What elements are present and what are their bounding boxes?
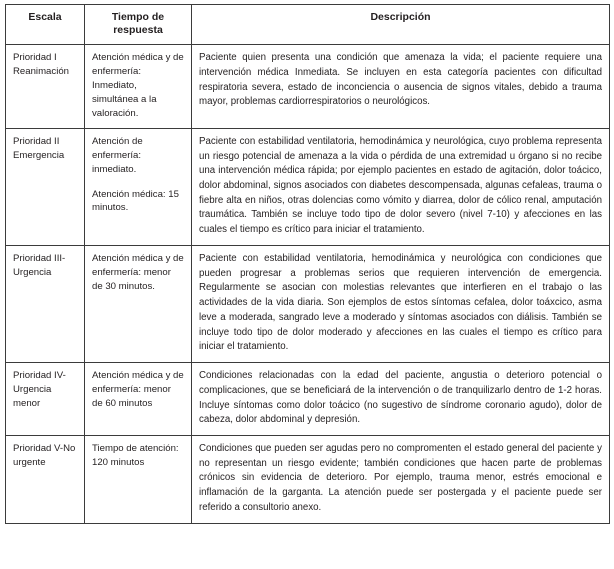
response-time-line: Atención de enfermería: inmediato. [92, 135, 143, 175]
response-time-line: Atención médica: 15 minutos. [92, 188, 179, 214]
column-header-response-time: Tiempo de respuesta [85, 5, 192, 45]
column-header-scale: Escala [6, 5, 85, 45]
response-time-line: Tiempo de atención: 120 minutos [92, 443, 179, 468]
cell-response-time [85, 128, 192, 245]
table-row [6, 436, 610, 524]
cell-scale: Prioridad III- Urgencia [6, 245, 85, 362]
table-body [6, 45, 610, 523]
cell-response-time [85, 363, 192, 436]
column-header-description: Descripción [192, 5, 610, 45]
cell-description: Condiciones que pueden ser agudas pero no compromenten el estado general del paciente y no representan un riesgo evidente; también condiciones que hacen parte de problemas crónicos sin evidencia de deterioro. Por ejemplo, trauma menor, estrés emocional e inflamación de la garganta. La atención puede ser postergada y el paciente puede ser referido a consultorio anexo. [192, 436, 610, 524]
cell-scale: Prioridad V-No urgente [6, 436, 85, 524]
triage-priority-table [5, 4, 610, 524]
response-time-line: Atención médica y de enfermería: menor de 60 minutos [92, 370, 184, 409]
table-header [6, 5, 610, 45]
table-row [6, 363, 610, 436]
cell-scale: Prioridad II Emergencia [6, 128, 85, 245]
table-row [6, 45, 610, 129]
table-row [6, 128, 610, 245]
cell-response-time [85, 245, 192, 362]
cell-description: Condiciones relacionadas con la edad del paciente, angustia o deterioro potencial o complicaciones, que se beneficiará de la intervención o de tranquilizarlo dentro de 1-2 horas. Incluye síntomas como dolor toácico (no sugestivo de síndrome coronario agudo), dolor de cabeza, dolor abdominal y depresión. [192, 363, 610, 436]
cell-scale: Prioridad IV-Urgencia menor [6, 363, 85, 436]
cell-scale: Prioridad I Reanimación [6, 45, 85, 129]
table-header-row [6, 5, 610, 45]
cell-description: Paciente quien presenta una condición que amenaza la vida; el paciente requiere una intervención médica Inmediata. Se incluyen en esta categoría pacientes con dificultad respiratoria severa, estado de inconciencia o ausencia de signos vitales, debido a trauma mayor, problemas cardiorrespiratorios o neurológicos. [192, 45, 610, 129]
response-time-line: Atención médica y de enfermería: Inmediato, simultánea a la valoración. [92, 52, 184, 119]
cell-response-time [85, 436, 192, 524]
cell-description: Paciente con estabilidad ventilatoria, hemodinámica y neurológica, cuyo problema representa un riesgo potencial de amenaza a la vida o pérdida de una extremidad u órgano si no recibe una intervención médica rápida; por ejemplo pacientes en estado de agitación, dolor toácico, dolor abdominal, signos asociados con diabetes descompensada, algunas cefaleas, trauma o fiebre alta en niños, otras dolencias como vómito y diarrea, dolor de cólico renal, amputación traumática. También se incluye todo tipo de dolor severo (nivel 7-10) y afecciones en las cuales el tiempo es crítico para iniciar el tratamiento. [192, 128, 610, 245]
cell-response-time [85, 45, 192, 129]
table-row [6, 245, 610, 362]
cell-description: Paciente con estabilidad ventilatoria, hemodinámica y neurológica con condiciones que pueden progresar a problemas serios que requieren intervención de emergencia. Regularmente se asocian con molestias relevantes que interfieren en el trabajo o las actividades de la vida diaria. Son ejemplos de estos síntomas cefalea, dolor toáxcico, asma leve a moderada, sangrado leve a moderado y síntomas asociados con diálisis. También se incluye todo tipo de dolor moderado y afecciones en las cuales el tiempo es crítico para iniciar el tratamiento. [192, 245, 610, 362]
response-time-line: Atención médica y de enfermería: menor de 30 minutos. [92, 252, 184, 292]
